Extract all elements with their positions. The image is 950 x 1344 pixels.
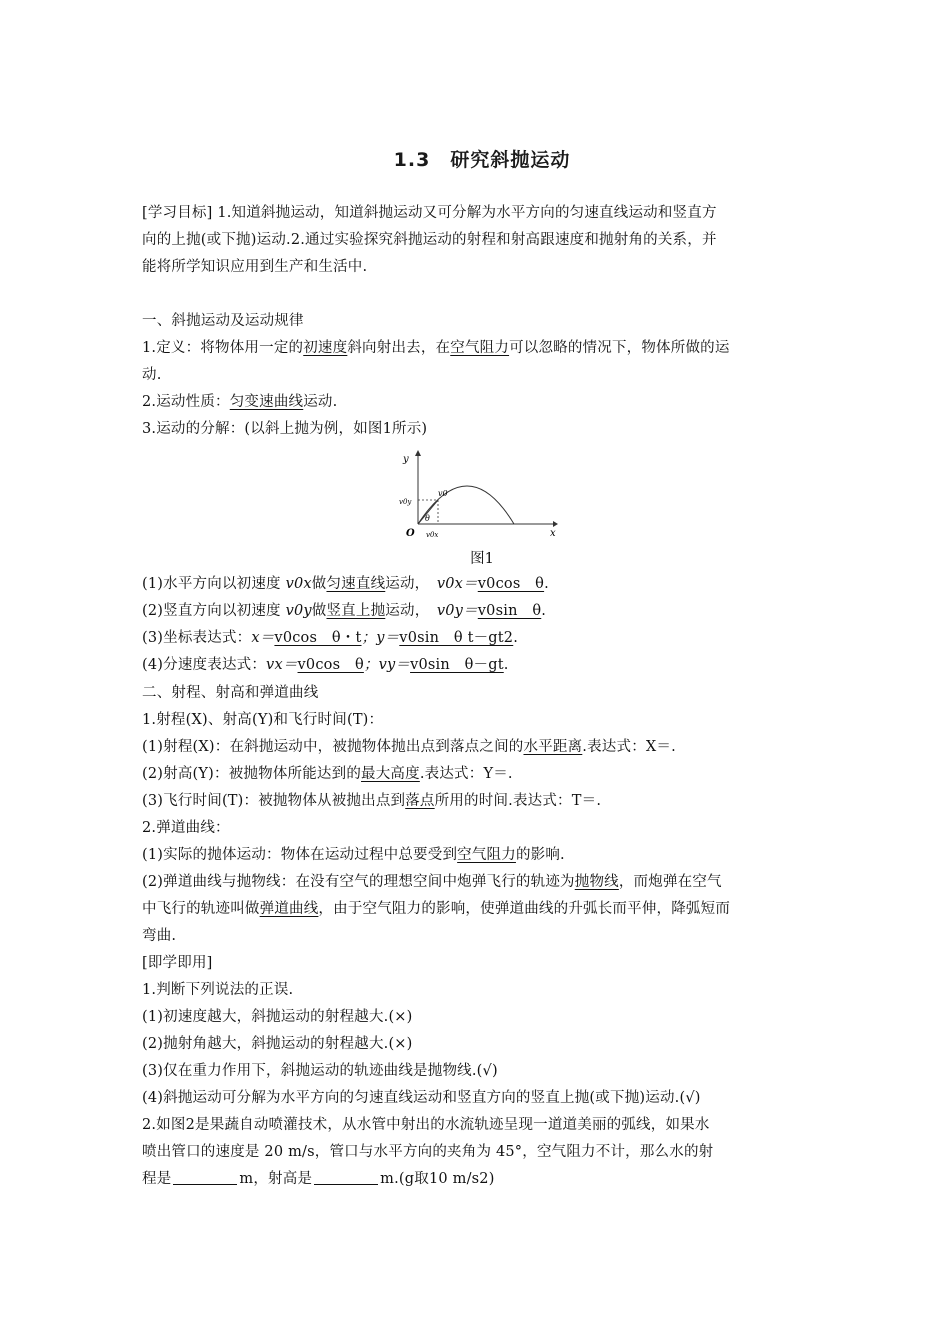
figure-1-caption: 图1 xyxy=(470,551,494,567)
item-vertical: (2)竖直方向以初速度 v0y做竖直上抛运动， v0y＝v0sin θ. xyxy=(142,603,547,619)
sec2-line-1: 1.射程(X)、射高(Y)和飞行时间(T)： xyxy=(142,712,384,728)
x-axis-label: x xyxy=(550,528,556,539)
nature-line: 2.运动性质：匀变速曲线运动. xyxy=(142,394,338,410)
v0x-label: v0x xyxy=(426,531,439,539)
objectives-line-2: 向的上抛(或下抛)运动.2.通过实验探究斜抛运动的射程和射高跟速度和抛射角的关系，并 xyxy=(142,232,717,248)
ballistic-line-4: 弯曲. xyxy=(142,928,177,944)
practice-q1-4: (4)斜抛运动可分解为水平方向的匀速直线运动和竖直方向的竖直上抛(或下抛)运动.(√) xyxy=(142,1090,701,1106)
v0y-label: v0y xyxy=(399,498,412,506)
practice-q1-3: (3)仅在重力作用下，斜抛运动的轨迹曲线是抛物线.(√) xyxy=(142,1063,498,1079)
practice-q2-line-3: 程是 m，射高是 m.(g取10 m/s2) xyxy=(142,1171,495,1187)
practice-heading: [即学即用] xyxy=(142,955,213,971)
definition-line-cont: 动. xyxy=(142,367,162,383)
time-line: (3)飞行时间(T)：被抛物体从被抛出点到落点所用的时间.表达式：T＝. xyxy=(142,793,602,809)
decomposition-line: 3.运动的分解：(以斜上抛为例，如图1所示) xyxy=(142,421,428,437)
answer-air-resistance: 空气阻力 xyxy=(450,340,510,356)
ballistic-line-3: 中飞行的轨迹叫做弹道曲线，由于空气阻力的影响，使弹道曲线的升弧长而平伸，降弧短而 xyxy=(142,901,731,917)
item-coordinates: (3)坐标表达式：x＝v0cos θ・t；y＝v0sin θ t－gt2. xyxy=(142,630,519,646)
answer-initial-velocity: 初速度 xyxy=(303,340,348,356)
page-title: 1.3 研究斜抛运动 xyxy=(393,149,571,171)
figure-1-diagram xyxy=(398,448,558,540)
ballistic-line-1: (1)实际的抛体运动：物体在运动过程中总要受到空气阻力的影响. xyxy=(142,847,565,863)
practice-q2-line-2: 喷出管口的速度是 20 m/s，管口与水平方向的夹角为 45°，空气阻力不计，那么水的射 xyxy=(142,1144,714,1160)
answer-motion-nature: 匀变速曲线 xyxy=(229,394,304,410)
practice-q1-2: (2)抛射角越大，斜抛运动的射程越大.(×) xyxy=(142,1036,413,1052)
practice-q1: 1.判断下列说法的正误. xyxy=(142,982,294,998)
answer-blank-height[interactable] xyxy=(314,1170,378,1185)
ballistic-heading: 2.弹道曲线： xyxy=(142,820,230,836)
practice-q1-1: (1)初速度越大，斜抛运动的射程越大.(×) xyxy=(142,1009,413,1025)
theta-label: θ xyxy=(425,514,430,523)
v0-label: v0 xyxy=(438,489,448,498)
ballistic-line-2: (2)弹道曲线与抛物线：在没有空气的理想空间中炮弹飞行的轨迹为抛物线，而炮弹在空气 xyxy=(142,874,722,890)
y-axis-label: y xyxy=(403,454,409,465)
practice-q2-line-1: 2.如图2是果蔬自动喷灌技术，从水管中射出的水流轨迹呈现一道道美丽的弧线，如果水 xyxy=(142,1117,710,1133)
item-velocity: (4)分速度表达式：vx＝v0cos θ；vy＝v0sin θ－gt. xyxy=(142,657,509,673)
height-line: (2)射高(Y)：被抛物体所能达到的最大高度.表达式：Y＝. xyxy=(142,766,513,782)
item-horizontal: (1)水平方向以初速度 v0x做匀速直线运动， v0x＝v0cos θ. xyxy=(142,576,549,592)
objectives-line-3: 能将所学知识应用到生产和生活中. xyxy=(142,259,368,275)
definition-line: 1.定义：将物体用一定的初速度斜向射出去，在空气阻力可以忽略的情况下，物体所做的运 xyxy=(142,340,730,356)
section-1-heading: 一、斜抛运动及运动规律 xyxy=(142,313,304,329)
trajectory-curve xyxy=(418,486,514,524)
range-line: (1)射程(X)：在斜抛运动中，被抛物体抛出点到落点之间的水平距离.表达式：X＝. xyxy=(142,739,676,755)
answer-blank-range[interactable] xyxy=(173,1170,237,1185)
origin-label: O xyxy=(406,528,415,539)
objectives-line-1: [学习目标] 1.知道斜抛运动，知道斜抛运动又可分解为水平方向的匀速直线运动和竖直方 xyxy=(142,205,717,221)
section-2-heading: 二、射程、射高和弹道曲线 xyxy=(142,685,319,701)
